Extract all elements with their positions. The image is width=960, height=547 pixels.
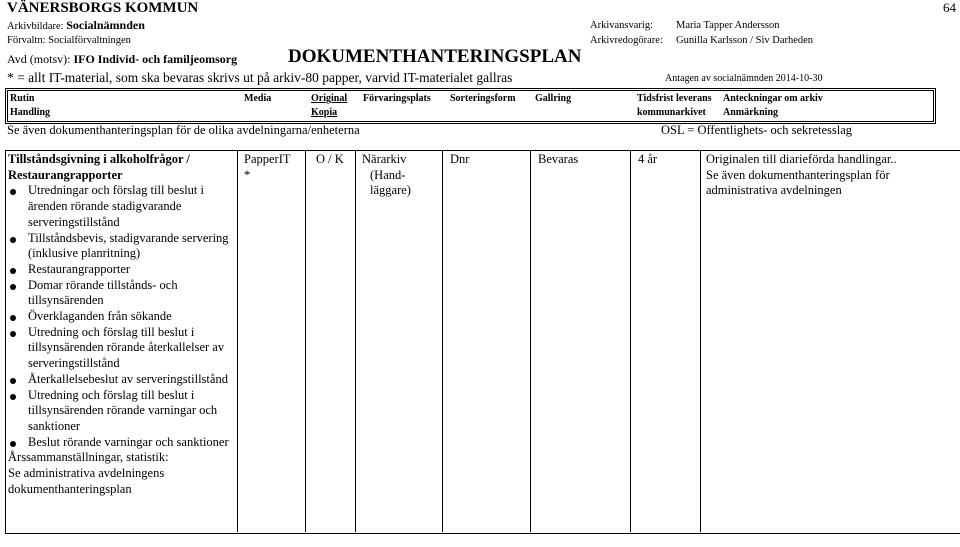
col-tidsfrist: Tidsfrist leverans	[637, 93, 712, 104]
footer-line-3: dokumenthanteringsplan	[8, 481, 132, 496]
media-cell	[244, 152, 291, 183]
department-value: IFO Individ- och familjeomsorg	[73, 52, 238, 66]
culling-cell: Bevaras	[538, 152, 579, 166]
list-item: Återkallelsebeslut av serveringstillstånd	[8, 372, 234, 388]
list-item: Restaurangrapporter	[8, 262, 234, 278]
list-item: Beslut rörande varningar och sanktioner	[8, 435, 234, 451]
divider-media	[237, 150, 238, 532]
archive-creator-label: Arkivbildare:	[7, 21, 64, 32]
col-kommunarkivet: kommunarkivet	[637, 107, 706, 118]
col-original: Original	[311, 93, 348, 104]
col-media: Media	[244, 93, 272, 104]
document-list	[8, 183, 234, 450]
archive-creator-value: Socialnämnden	[66, 18, 145, 32]
archive-editor-value: Gunilla Karlsson / Siv Darheden	[676, 35, 814, 46]
divider-original	[305, 150, 306, 532]
notes-cell	[706, 152, 897, 199]
list-item: Utredning och förslag till beslut i tillsynsärenden rörande varningar och sanktioner	[8, 388, 234, 435]
storage-line-3: läggare)	[370, 183, 411, 198]
col-handling: Handling	[10, 107, 51, 118]
row-heading-2: Restaurangrapporter	[8, 167, 123, 182]
department-label: Avd (motsv):	[7, 52, 71, 66]
list-item: Domar rörande tillstånds- och tillsynsärenden	[8, 278, 234, 309]
page-number: 64	[943, 0, 956, 15]
col-rutin: Rutin	[10, 93, 35, 104]
archive-responsible-value: Maria Tapper Andersson	[676, 20, 780, 31]
adopted-date: Antagen av socialnämnden 2014-10-30	[665, 73, 823, 84]
see-also-plans: Se även dokumenthanteringsplan för de olika avdelningarna/enheterna	[7, 123, 360, 137]
media-value: PapperIT	[244, 152, 291, 166]
media-star: *	[244, 167, 251, 182]
deadline-cell: 4 år	[638, 152, 658, 166]
storage-line-1: Närarkiv	[362, 152, 407, 166]
divider-culling	[530, 150, 531, 532]
col-anmarkning: Anmärkning	[723, 107, 779, 118]
col-gallring: Gallring	[535, 93, 572, 104]
col-sorteringsform: Sorteringsform	[450, 93, 516, 104]
it-material-note: * = allt IT-material, som ska bevaras skrivs ut på arkiv-80 papper, varvid IT-materialet gallras	[7, 70, 513, 85]
note-line-3: administrativa avdelningen	[706, 183, 842, 198]
storage-cell	[362, 152, 411, 199]
original-kopia-cell: O / K	[316, 152, 344, 166]
handling-cell	[8, 152, 234, 497]
sorting-cell: Dnr	[450, 152, 470, 166]
archive-creator	[7, 18, 145, 33]
col-kopia: Kopia	[311, 107, 338, 118]
administration: Förvaltn: Socialförvaltningen	[7, 35, 131, 46]
department	[7, 52, 237, 67]
municipality-name: VÄNERSBORGS KOMMUN	[7, 0, 199, 16]
note-line-1: Originalen till diarieförda handlingar..	[706, 152, 897, 166]
list-item: Överklaganden från sökande	[8, 309, 234, 325]
storage-line-2: (Hand-	[370, 167, 406, 182]
footer-line-2: Se administrativa avdelningens	[8, 466, 165, 481]
list-item: Utredning och förslag till beslut i tillsynsärenden rörande återkallelser av serveringstillstånd	[8, 325, 234, 372]
list-item: Utredningar och förslag till beslut i ärenden rörande stadigvarande serveringstillstånd	[8, 183, 234, 230]
note-line-2: Se även dokumenthanteringsplan för	[706, 167, 890, 182]
col-forvaringsplats: Förvaringsplats	[363, 93, 431, 104]
plan-title: DOKUMENTHANTERINGSPLAN	[288, 46, 582, 67]
footer-line-1: Årssammanställningar, statistik:	[8, 450, 169, 465]
divider-notes	[700, 150, 701, 532]
list-item: Tillståndsbevis, stadigvarande servering (inklusive planritning)	[8, 231, 234, 262]
divider-storage	[355, 150, 356, 532]
divider-sorting	[442, 150, 443, 532]
osl-legend: OSL = Offentlighets- och sekretesslag	[661, 123, 853, 137]
divider-deadline	[630, 150, 631, 532]
archive-responsible-label: Arkivansvarig:	[590, 20, 653, 31]
col-anteckningar: Anteckningar om arkiv	[723, 93, 823, 104]
archive-editor-label: Arkivredogörare:	[590, 35, 663, 46]
row-heading-1: Tillståndsgivning i alkoholfrågor /	[8, 152, 190, 166]
